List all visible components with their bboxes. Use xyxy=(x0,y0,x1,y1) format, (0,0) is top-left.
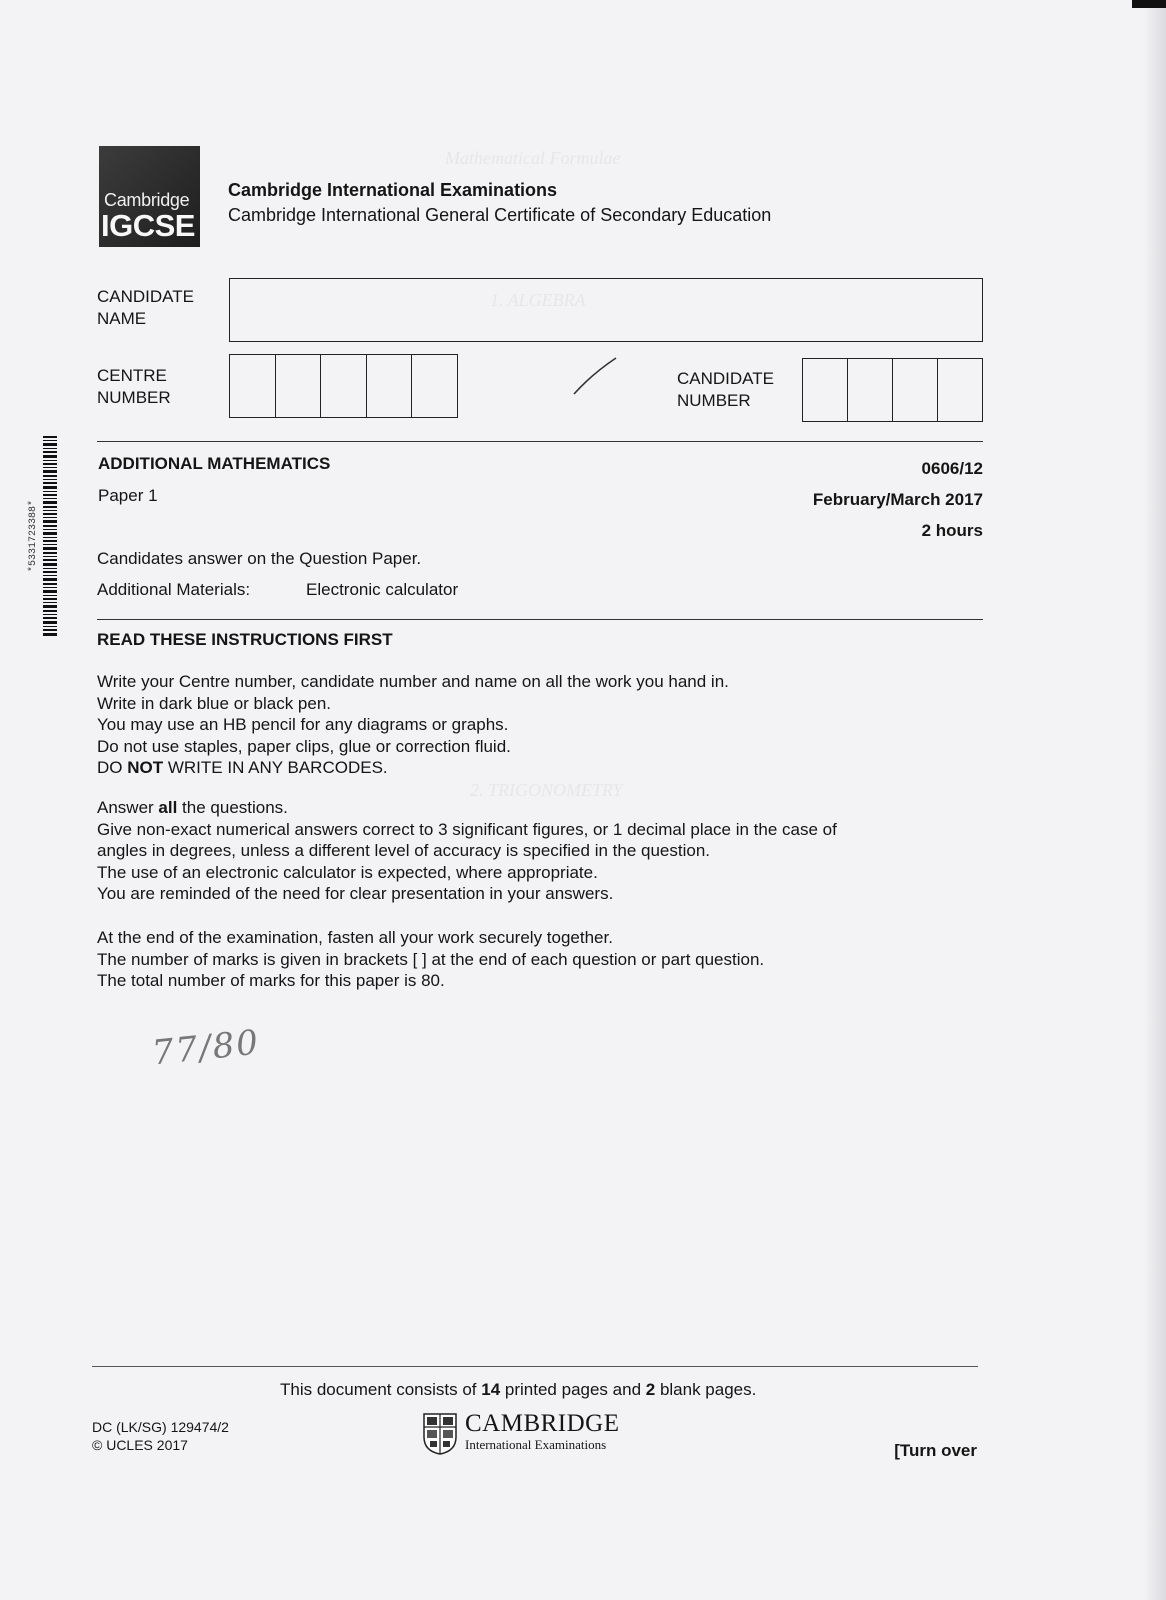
cambridge-wordmark: CAMBRIDGE xyxy=(465,1410,620,1437)
logo-text-igcse: IGCSE xyxy=(101,208,195,243)
instruction-line: The total number of marks for this paper is 80. xyxy=(97,971,445,990)
candidate-number-field[interactable] xyxy=(802,358,983,422)
bleed-through-heading: Mathematical Formulae xyxy=(445,148,621,168)
centre-number-cell-divider xyxy=(411,355,412,417)
scan-corner-mark xyxy=(1132,0,1166,8)
centre-number-cell-divider xyxy=(320,355,321,417)
document-reference xyxy=(92,1418,229,1454)
logo-text-cambridge: Cambridge xyxy=(104,190,190,210)
candidate-number-cell-divider xyxy=(937,359,938,421)
answer-location-note: Candidates answer on the Question Paper. xyxy=(97,549,422,568)
instruction-line: You may use an HB pencil for any diagrams or graphs. xyxy=(97,715,509,734)
candidate-number-cell-divider xyxy=(892,359,893,421)
page-count-note: This document consists of 14 printed pages and 2 blank pages. xyxy=(280,1380,757,1399)
instructions-block-2 xyxy=(97,797,837,905)
barcode-digits: *5331723388* xyxy=(28,500,39,573)
instructions-block-1 xyxy=(97,671,729,779)
candidate-number-cell-divider xyxy=(847,359,848,421)
pen-stroke-mark xyxy=(572,356,620,396)
subject-title: ADDITIONAL MATHEMATICS xyxy=(98,454,331,473)
exam-board-name: Cambridge International Examinations xyxy=(228,180,558,200)
instruction-line: Do not use staples, paper clips, glue or correction fluid. xyxy=(97,736,511,756)
instruction-line: You are reminded of the need for clear presentation in your answers. xyxy=(97,884,614,903)
page-edge-shadow xyxy=(1144,0,1166,1600)
turn-over-note: [Turn over xyxy=(894,1441,977,1460)
centre-number-cell-divider xyxy=(275,355,276,417)
divider-rule xyxy=(97,441,983,442)
instructions-heading: READ THESE INSTRUCTIONS FIRST xyxy=(97,630,393,649)
handwritten-score: 77/80 xyxy=(150,1022,262,1074)
centre-number-field[interactable] xyxy=(229,354,458,418)
candidate-name-label: CANDIDATE NAME xyxy=(97,287,194,328)
syllabus-code: 0606/12 xyxy=(921,459,983,478)
cambridge-igcse-logo xyxy=(99,146,200,247)
divider-rule xyxy=(97,619,983,620)
materials-value: Electronic calculator xyxy=(306,580,459,599)
instruction-line-answer-all: Answer all the questions. xyxy=(97,798,288,817)
exam-duration: 2 hours xyxy=(921,521,983,540)
instruction-line-barcodes: DO NOT WRITE IN ANY BARCODES. xyxy=(97,758,388,777)
instruction-line: Write in dark blue or black pen. xyxy=(97,693,332,713)
paper-number: Paper 1 xyxy=(98,486,158,505)
centre-number-cell-divider xyxy=(366,355,367,417)
candidate-number-label: CANDIDATE NUMBER xyxy=(677,369,774,410)
footer-rule xyxy=(92,1366,978,1367)
exam-board-subtitle: Cambridge International General Certificate of Secondary Education xyxy=(228,205,772,225)
barcode-image xyxy=(43,436,57,636)
copyright-notice: © UCLES 2017 xyxy=(92,1437,188,1453)
bleed-through-section-2: 2. TRIGONOMETRY xyxy=(470,780,623,800)
exam-session: February/March 2017 xyxy=(812,490,983,509)
centre-number-label: CENTRE NUMBER xyxy=(97,366,171,407)
bleed-through-section: 1. ALGEBRA xyxy=(490,290,586,310)
document-code: DC (LK/SG) 129474/2 xyxy=(92,1419,229,1435)
cambridge-wordmark-subtitle: International Examinations xyxy=(465,1437,607,1452)
instruction-line: angles in degrees, unless a different level of accuracy is specified in the question. xyxy=(97,841,710,860)
instruction-line: Give non-exact numerical answers correct to 3 significant figures, or 1 decimal place in the case of xyxy=(97,819,837,839)
instruction-line: The use of an electronic calculator is expected, where appropriate. xyxy=(97,862,598,882)
cambridge-crest-icon xyxy=(423,1413,457,1455)
instructions-block-3 xyxy=(97,927,764,992)
instruction-line: The number of marks is given in brackets [ ] at the end of each question or part question. xyxy=(97,949,765,969)
instruction-line: Write your Centre number, candidate number and name on all the work you hand in. xyxy=(97,672,729,691)
instruction-line: At the end of the examination, fasten all your work securely together. xyxy=(97,928,613,947)
candidate-name-field[interactable] xyxy=(229,278,983,342)
materials-label: Additional Materials: xyxy=(97,580,251,599)
